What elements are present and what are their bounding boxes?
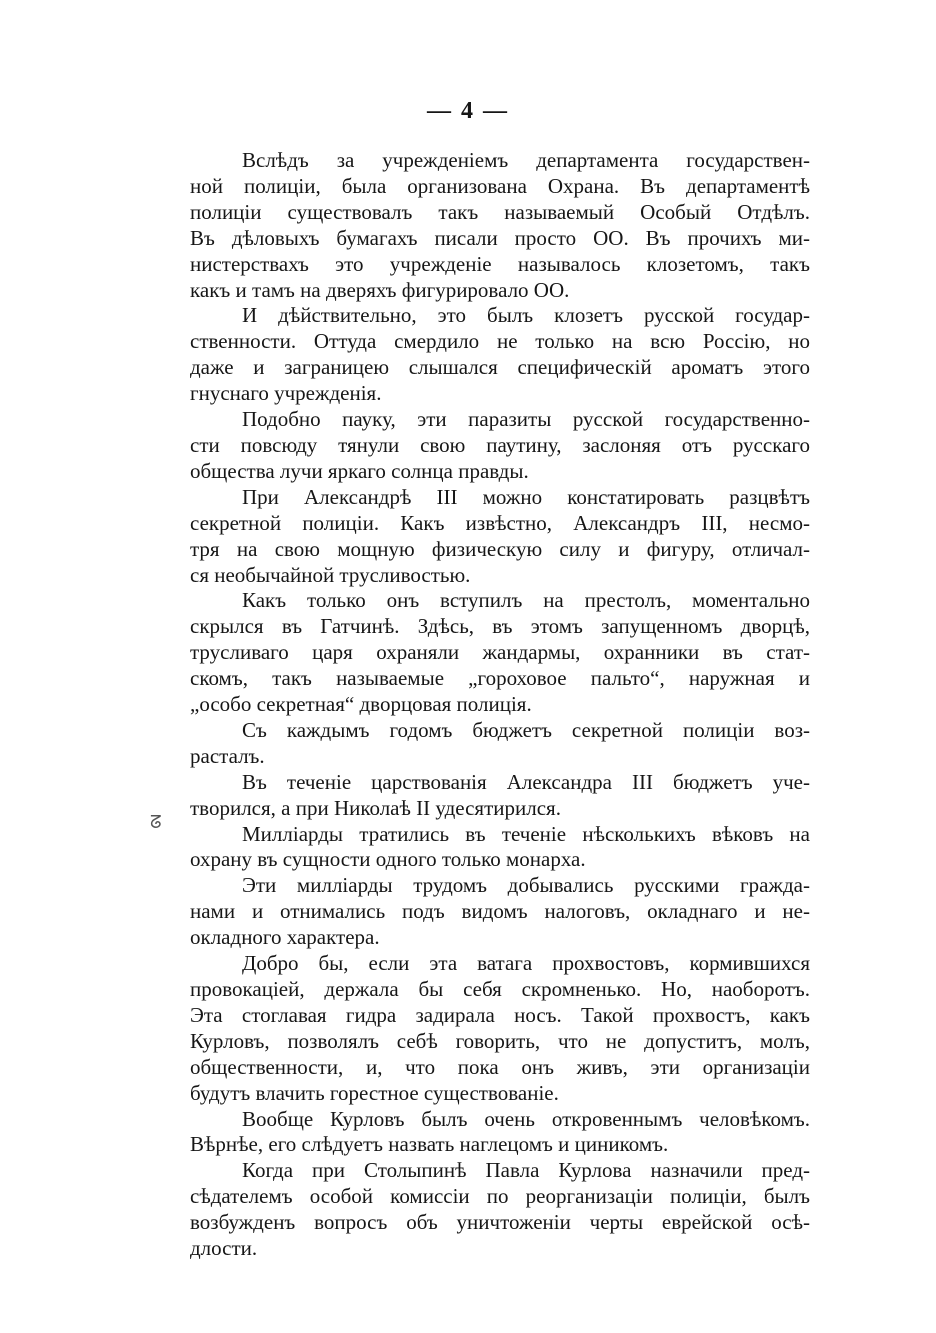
text-line: общественности, и, что пока онъ живъ, эти организаціи — [190, 1054, 810, 1079]
text-line: сти повсюду тянули свою паутину, заслоняя отъ русскаго — [190, 432, 810, 457]
paragraph — [190, 303, 810, 407]
paragraph — [190, 148, 810, 303]
text-line: ственности. Оттуда смердило не только на всю Россію, но — [190, 329, 810, 354]
text-line: какъ и тамъ на дверяхъ фигурировало ОО. — [190, 277, 570, 302]
text-line: провокаціей, держала бы себя скромненько. Но, наоборотъ. — [190, 977, 810, 1001]
paragraph — [190, 588, 810, 718]
text-line: трусливаго царя охраняли жандармы, охранники въ стат- — [190, 640, 810, 665]
text-line: ся необычайной трусливостью. — [190, 562, 471, 587]
page-number: — 4 — — [427, 98, 509, 124]
text-line: творился, а при Николаѣ II удесятирился. — [190, 795, 561, 820]
body-text — [190, 148, 810, 1262]
text-line: окладного характера. — [190, 925, 380, 950]
paragraph — [190, 485, 810, 589]
paragraph — [190, 407, 810, 485]
paragraph — [190, 718, 810, 770]
text-line: Въ теченіе царствованія Александра III бюджетъ уче- — [242, 769, 810, 794]
paragraph — [190, 1158, 810, 1262]
text-line: Съ каждымъ годомъ бюджетъ секретной полиціи воз- — [242, 717, 810, 742]
text-line: Какъ только онъ вступилъ на престолъ, моментально — [242, 588, 810, 613]
text-line: При Александрѣ III можно констатировать разцвѣтъ — [242, 484, 810, 509]
margin-mark: ᘔ — [150, 812, 162, 833]
paragraph — [190, 1107, 810, 1159]
text-line: И дѣйствительно, это былъ клозетъ русской государ- — [242, 303, 810, 328]
paragraph — [190, 770, 810, 822]
text-line: скрылся въ Гатчинѣ. Здѣсь, въ этомъ запущенномъ дворцѣ, — [190, 614, 810, 639]
text-line: скомъ, такъ называемые „гороховое пальто“, наружная и — [190, 666, 810, 691]
text-line: Въ дѣловыхъ бумагахъ писали просто ОО. Въ прочихъ ми- — [190, 225, 810, 250]
paragraph — [190, 951, 810, 1106]
text-line: „особо секретная“ дворцовая полиція. — [190, 692, 532, 717]
text-line: Эти милліарды трудомъ добывались русскими гражда- — [242, 873, 810, 898]
text-line: нистерствахъ это учрежденіе называлось клозетомъ, такъ — [190, 251, 810, 276]
text-line: тря на свою мощную физическую силу и фигуру, отличал- — [190, 536, 810, 561]
text-line: Эта стоглавая гидра задирала носъ. Такой прохвостъ, какъ — [190, 1002, 810, 1027]
text-line: сѣдателемъ особой комиссіи по реорганизаціи полиціи, былъ — [190, 1184, 810, 1209]
text-line: Вслѣдъ за учрежденіемъ департамента государствен- — [242, 148, 810, 172]
text-line: Милліарды тратились въ теченіе нѣсколькихъ вѣковъ на — [242, 821, 810, 846]
text-line: ной полиціи, была организована Охрана. Въ департаментѣ — [190, 173, 810, 198]
text-line: Когда при Столыпинѣ Павла Курлова назначили пред- — [242, 1158, 810, 1183]
text-line: будутъ влачить горестное существованіе. — [190, 1080, 559, 1105]
text-line: Вѣрнѣе, его слѣдуетъ назвать наглецомъ и циникомъ. — [190, 1132, 669, 1157]
text-line: расталъ. — [190, 743, 265, 768]
text-line: гнуснаго учрежденія. — [190, 381, 382, 406]
text-line: охрану въ сущности одного только монарха. — [190, 847, 586, 872]
text-line: даже и заграницею слышался специфическій ароматъ этого — [190, 355, 810, 380]
text-line: полиціи существовалъ такъ называемый Особый Отдѣлъ. — [190, 199, 810, 224]
text-line: Вообще Курловъ былъ очень откровеннымъ человѣкомъ. — [242, 1106, 810, 1131]
paragraph — [190, 822, 810, 874]
text-line: секретной полиціи. Какъ извѣстно, Александръ III, несмо- — [190, 510, 810, 535]
text-line: Добро бы, если эта ватага прохвостовъ, кормившихся — [242, 951, 810, 976]
text-line: Курловъ, позволялъ себѣ говорить, что не допуститъ, молъ, — [190, 1028, 810, 1053]
text-line: Подобно пауку, эти паразиты русской государственно- — [242, 407, 810, 432]
paragraph — [190, 873, 810, 951]
text-line: общества лучи яркаго солнца правды. — [190, 458, 529, 483]
text-line: нами и отнимались подъ видомъ налоговъ, окладнаго и не- — [190, 899, 810, 924]
text-line: длости. — [190, 1236, 258, 1261]
text-line: возбужденъ вопросъ объ уничтоженіи черты еврейской осѣ- — [190, 1210, 810, 1235]
